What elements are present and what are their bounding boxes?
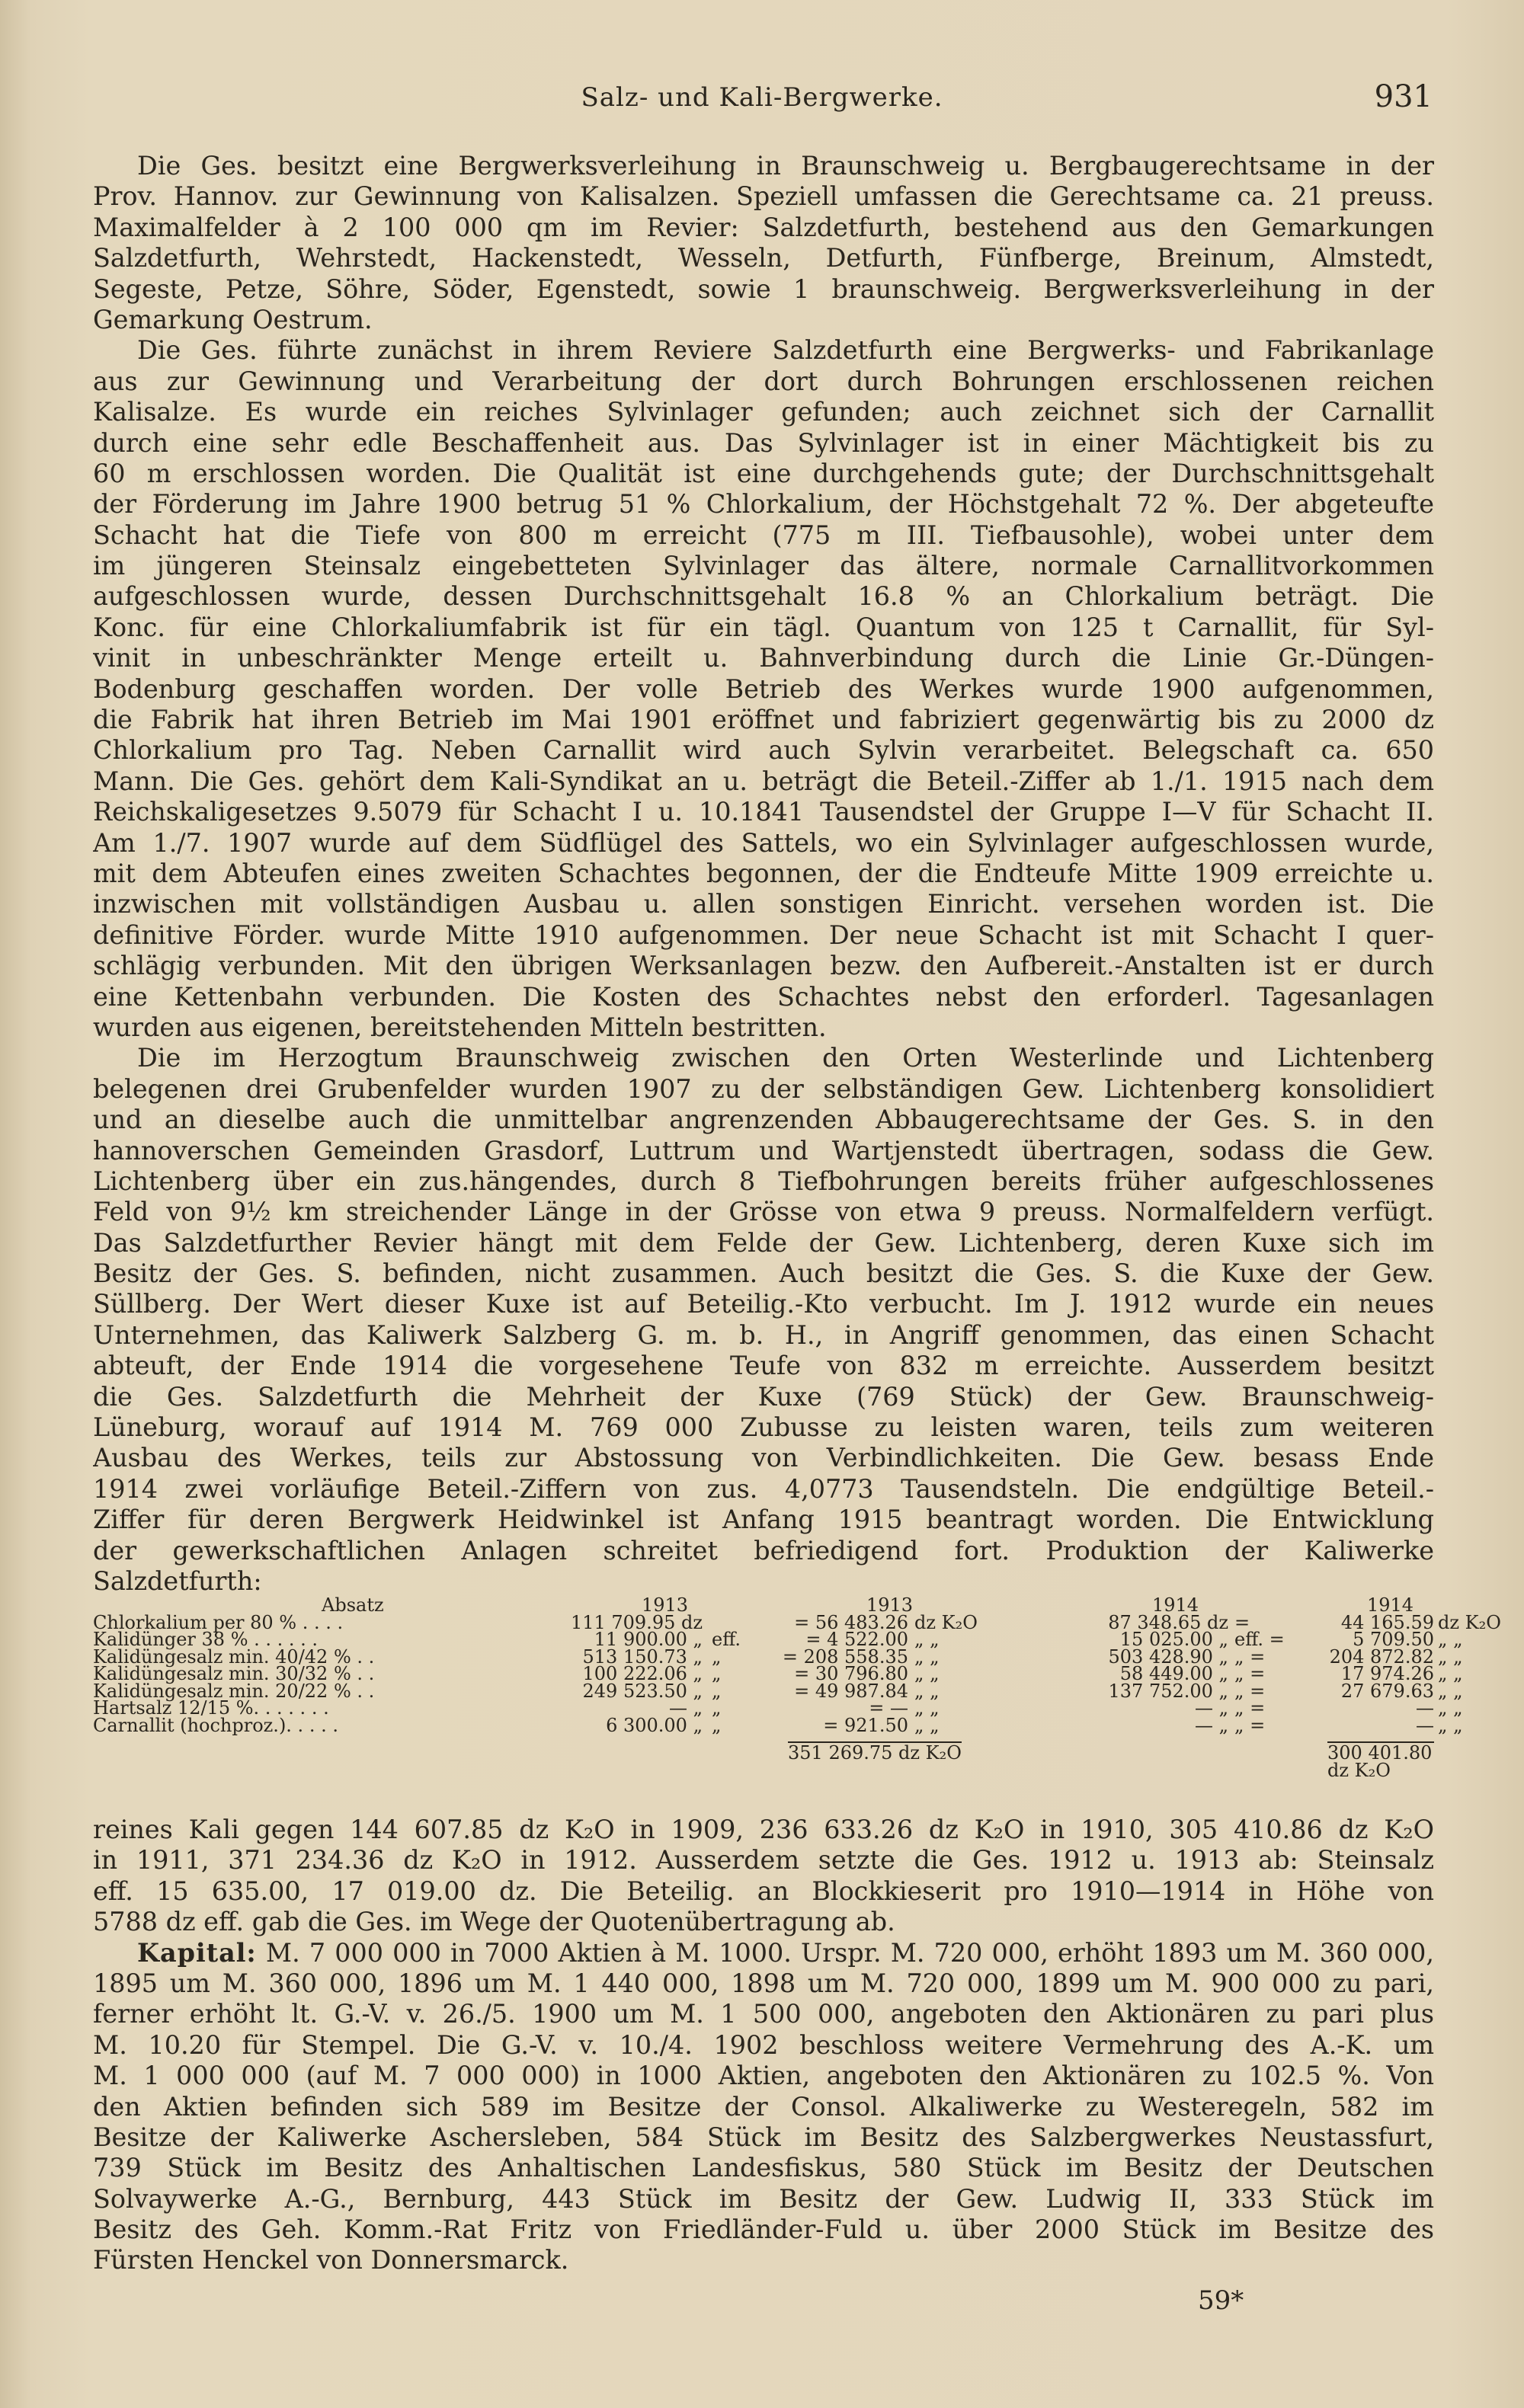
table-cell-label: Kalidünger 38 % . . . . . . [93, 1629, 319, 1650]
table-cell-a: 249 523.50 „ [582, 1680, 703, 1702]
table-cell-a: 111 709.95 dz [570, 1611, 703, 1633]
table-cell-b: = 208 558.35 [782, 1645, 908, 1668]
text-line: Ziffer für deren Bergwerk Heidwinkel ist Anfang 1915 beantragt worden. Die Entwicklung [93, 1505, 1434, 1535]
text-line: Die Ges. besitzt eine Bergwerksverleihung in Braunschweig u. Bergbaugerechtsame in der [137, 151, 1434, 181]
text-line: Bodenburg geschaffen worden. Der volle Betrieb des Werkes wurde 1900 aufgenommen, [93, 673, 1434, 704]
text-line: Reichskaligesetzes 9.5079 für Schacht I u. 10.1841 Tausendstel der Gruppe I—V für Schacht II. [93, 797, 1434, 827]
table-cell-a: 513 150.73 „ [582, 1645, 703, 1668]
table-header-1913: 1913 [642, 1594, 689, 1616]
table-cell-a: 6 300.00 „ [606, 1714, 703, 1736]
table-cell-b: = 4 522.00 [805, 1629, 908, 1650]
text-line: Ausbau des Werkes, teils zur Abstossung von Verbindlichkeiten. Die Gew. besass Ende [93, 1443, 1434, 1473]
text-line: abteuft, der Ende 1914 die vorgesehene Teufe von 832 m erreichte. Ausserdem besitzt [93, 1351, 1434, 1381]
table-cell-c-eff: = [1234, 1611, 1250, 1633]
running-title: Salz- und Kali-Bergwerke. [581, 82, 943, 113]
kapital-first-line [93, 1938, 1434, 1968]
signature-mark: 59* [1198, 2285, 1244, 2316]
table-cell-label: Kalidüngesalz min. 40/42 % . . [93, 1645, 375, 1668]
text-line: Feld von 9½ km streichender Länge in der Grösse von etwa 9 preuss. Normalfeldern verfügt. [93, 1197, 1434, 1227]
text-line: 739 Stück im Besitz des Anhaltischen Landesfiskus, 580 Stück im Besitz der Deutschen [93, 2153, 1434, 2183]
text-line: in 1911, 371 234.36 dz K₂O in 1912. Ausserdem setzte die Ges. 1912 u. 1913 ab: Steinsalz [93, 1845, 1434, 1876]
table-cell-c-eff: „ = [1234, 1714, 1266, 1736]
table-cell-b: = 56 483.26 [794, 1611, 908, 1633]
text-line: aufgeschlossen wurde, dessen Durchschnittsgehalt 16.8 % an Chlorkalium beträgt. Die [93, 581, 1434, 612]
table-header-1913-k2o: 1913 [866, 1594, 914, 1616]
table-cell-b-unit: „ „ [914, 1645, 940, 1668]
table-cell-b-unit: „ „ [914, 1697, 940, 1719]
text-line: der Förderung im Jahre 1900 betrug 51 % Chlorkalium, der Höchstgehalt 72 %. Der abgeteufte [93, 489, 1434, 520]
text-line: Besitze der Kaliwerke Aschersleben, 584 Stück im Besitz des Salzbergwerkes Neustassfurt, [93, 2122, 1434, 2152]
total-1914: 300 401.80 dz K₂O [1327, 1741, 1434, 1779]
table-cell-label: Chlorkalium per 80 % . . . . [93, 1611, 344, 1633]
table-row [93, 1714, 1463, 1736]
text-line: definitive Förder. wurde Mitte 1910 aufgenommen. Der neue Schacht ist mit Schacht I quer- [93, 919, 1434, 950]
text-line: Lichtenberg über ein zus.hängendes, durch 8 Tiefbohrungen bereits früher aufgeschlossenes [93, 1166, 1434, 1196]
text-line: aus zur Gewinnung und Verarbeitung der dort durch Bohrungen erschlossenen reichen [93, 366, 1434, 396]
text-line: Am 1./7. 1907 wurde auf dem Südflügel des Sattels, wo ein Sylvinlager aufgeschlossen wurde, [93, 827, 1434, 858]
table-cell-c: 15 025.00 „ [1119, 1629, 1228, 1650]
text-line: 60 m erschlossen worden. Die Qualität ist eine durchgehends gute; der Durchschnittsgehalt [93, 458, 1434, 488]
table-cell-label: Hartsalz 12/15 %. . . . . . . [93, 1697, 329, 1719]
text-line: Chlorkalium pro Tag. Neben Carnallit wird auch Sylvin verarbeitet. Belegschaft ca. 650 [93, 735, 1434, 766]
table-cell-label: Kalidüngesalz min. 20/22 % . . [93, 1680, 375, 1702]
table-cell-c-eff: „ = [1234, 1663, 1266, 1684]
document-body [93, 151, 1434, 1597]
table-cell-d: — [1416, 1714, 1434, 1736]
table-cell-d: 44 165.59 [1340, 1611, 1434, 1633]
text-line: Prov. Hannov. zur Gewinnung von Kalisalzen. Speziell umfassen die Gerechtsame ca. 21 preuss. [93, 181, 1434, 212]
paragraph [93, 335, 1434, 1043]
text-line: belegenen drei Grubenfelder wurden 1907 zu der selbständigen Gew. Lichtenberg konsolidiert [93, 1073, 1434, 1104]
text-line: Solvaywerke A.-G., Bernburg, 443 Stück im Besitz der Gew. Ludwig II, 333 Stück im [93, 2183, 1434, 2214]
page-header [91, 79, 1433, 120]
text-line: 5788 dz eff. gab die Ges. im Wege der Quotenübertragung ab. [93, 1907, 895, 1937]
after-table-text [93, 1815, 1434, 2276]
table-cell-b: = 921.50 [823, 1714, 908, 1736]
text-line: und an dieselbe auch die unmittelbar angrenzenden Abbaugerechtsame der Ges. S. in den [93, 1105, 1434, 1135]
text-line: Gemarkung Oestrum. [93, 304, 373, 334]
page-number: 931 [1374, 79, 1433, 114]
text-line: Salzdetfurth, Wehrstedt, Hackenstedt, Wesseln, Detfurth, Fünfberge, Breinum, Almstedt, [93, 243, 1434, 273]
text-line: eff. 15 635.00, 17 019.00 dz. Die Beteilig. an Blockkieserit pro 1910—1914 in Höhe von [93, 1876, 1434, 1906]
text-line: der gewerkschaftlichen Anlagen schreitet befriedigend fort. Produktion der Kaliwerke [93, 1535, 1434, 1565]
text-line: inzwischen mit vollständigen Ausbau u. allen sonstigen Einricht. versehen worden ist. Die [93, 889, 1434, 919]
table-cell-d-unit: „ „ [1438, 1663, 1463, 1684]
table-cell-c-eff: „ = [1234, 1645, 1266, 1668]
table-cell-c: 503 428.90 „ [1108, 1645, 1228, 1668]
text-line: Unternehmen, das Kaliwerk Salzberg G. m. b. H., in Angriff genommen, das einen Schacht [93, 1319, 1434, 1350]
table-body [93, 1611, 1501, 1736]
table-cell-b-unit: „ „ [914, 1629, 940, 1650]
table-cell-a: — „ [668, 1697, 703, 1719]
text-line: schlägig verbunden. Mit den übrigen Werksanlagen bezw. den Aufbereit.-Anstalten ist er durch [93, 951, 1434, 981]
table-cell-label: Carnallit (hochproz.). . . . . [93, 1714, 338, 1736]
table-header-1914-k2o: 1914 [1367, 1594, 1414, 1616]
text-line: Lüneburg, worauf auf 1914 M. 769 000 Zubusse zu leisten waren, teils zum weiteren [93, 1412, 1434, 1443]
table-header-absatz: Absatz [322, 1594, 384, 1616]
text-line: reines Kali gegen 144 607.85 dz K₂O in 1909, 236 633.26 dz K₂O in 1910, 305 410.86 dz K₂O [93, 1815, 1434, 1844]
table-cell-a: 100 222.06 „ [582, 1663, 703, 1684]
table-cell-c-eff: „ = [1234, 1697, 1266, 1719]
table-cell-d-unit: „ „ [1438, 1629, 1463, 1650]
after-table-lines [93, 1815, 1434, 1938]
text-line: wurden aus eigenen, bereitstehenden Mitteln bestritten. [93, 1012, 827, 1042]
table-cell-b-unit: „ „ [914, 1714, 940, 1736]
table-cell-d: 27 679.63 [1340, 1680, 1434, 1702]
text-line: ferner erhöht lt. G.-V. v. 26./5. 1900 um M. 1 500 000, angeboten den Aktionären zu pari plus [93, 1999, 1434, 2029]
table-cell-c-eff: „ = [1234, 1680, 1266, 1702]
text-line: Das Salzdetfurther Revier hängt mit dem Felde der Gew. Lichtenberg, deren Kuxe sich im [93, 1227, 1434, 1258]
text-line: Fürsten Henckel von Donnersmarck. [93, 2245, 569, 2275]
paragraph [93, 151, 1434, 335]
table-cell-c: 137 752.00 „ [1108, 1680, 1228, 1702]
table-cell-d-unit: „ „ [1438, 1697, 1463, 1719]
kapital-first-text: M. 7 000 000 in 7000 Aktien à M. 1000. Urspr. M. 720 000, erhöht 1893 um M. 360 000, [265, 1937, 1434, 1968]
text-line: Die im Herzogtum Braunschweig zwischen den Orten Westerlinde und Lichtenberg [137, 1043, 1434, 1073]
text-line: hannoverschen Gemeinden Grasdorf, Luttrum und Wartjenstedt übertragen, sodass die Gew. [93, 1135, 1434, 1166]
table-cell-d-unit: „ „ [1438, 1645, 1463, 1668]
text-line: M. 1 000 000 (auf M. 7 000 000) in 1000 Aktien, angeboten den Aktionären zu 102.5 %. Von [93, 2061, 1434, 2091]
text-line: Segeste, Petze, Söhre, Söder, Egenstedt, sowie 1 braunschweig. Bergwerksverleihung in der [93, 273, 1434, 304]
table-cell-d-unit: dz K₂O [1438, 1611, 1501, 1633]
text-line: die Fabrik hat ihren Betrieb im Mai 1901 eröffnet und fabriziert gegenwärtig bis zu 2000 dz [93, 705, 1434, 735]
table-cell-c-eff: eff. = [1234, 1629, 1285, 1650]
table-cell-a-eff: „ [712, 1697, 722, 1719]
table-cell-a: 11 900.00 „ [594, 1629, 703, 1650]
text-line: Salzdetfurth: [93, 1565, 262, 1596]
table-cell-b-unit: „ „ [914, 1680, 940, 1702]
table-cell-a-eff: „ [712, 1680, 722, 1702]
table-cell-d-unit: „ „ [1438, 1714, 1463, 1736]
text-line: Schacht hat die Tiefe von 800 m erreicht (775 m III. Tiefbausohle), wobei unter dem [93, 520, 1434, 550]
table-header-1914: 1914 [1152, 1594, 1199, 1616]
text-line: M. 10.20 für Stempel. Die G.-V. v. 10./4. 1902 beschloss weitere Vermehrung des A.-K. um [93, 2029, 1434, 2060]
table-cell-d-unit: „ „ [1438, 1680, 1463, 1702]
table-cell-d: 17 974.26 [1340, 1663, 1434, 1684]
table-cell-b: = 30 796.80 [794, 1663, 908, 1684]
table-totals-row [93, 1738, 1434, 1781]
kapital-section [93, 1938, 1434, 2276]
table-cell-c: — „ [1194, 1714, 1228, 1736]
text-line: Mann. Die Ges. gehört dem Kali-Syndikat an u. beträgt die Beteil.-Ziffer ab 1./1. 1915 nach dem [93, 766, 1434, 796]
table-cell-a-eff: „ [712, 1645, 722, 1668]
text-line: Maximalfelder à 2 100 000 qm im Revier: Salzdetfurth, bestehend aus den Gemarkungen [93, 212, 1434, 242]
table-cell-c: 58 449.00 „ [1119, 1663, 1228, 1684]
table-cell-b-unit: dz K₂O [914, 1611, 978, 1633]
text-line: Die Ges. führte zunächst in ihrem Reviere Salzdetfurth eine Bergwerks- und Fabrikanlage [137, 335, 1434, 366]
paragraph [93, 1043, 1434, 1597]
table-cell-c: 87 348.65 dz [1108, 1611, 1228, 1633]
text-line: den Aktien befinden sich 589 im Besitze der Consol. Alkaliwerke zu Westeregeln, 582 im [93, 2091, 1434, 2122]
table-cell-d: — [1416, 1697, 1434, 1719]
table-cell-b: = 49 987.84 [794, 1680, 908, 1702]
text-line: eine Kettenbahn verbunden. Die Kosten des Schachtes nebst den erforderl. Tagesanlagen [93, 981, 1434, 1012]
paragraphs [93, 151, 1434, 1597]
text-line: 1895 um M. 360 000, 1896 um M. 1 440 000, 1898 um M. 720 000, 1899 um M. 900 000 zu pari, [93, 1968, 1434, 1998]
kapital-label: Kapital: [137, 1937, 257, 1968]
production-table [93, 1594, 1501, 1825]
table-cell-b-unit: „ „ [914, 1663, 940, 1684]
text-line: Kalisalze. Es wurde ein reiches Sylvinlager gefunden; auch zeichnet sich der Carnallit [93, 397, 1434, 427]
text-line: mit dem Abteufen eines zweiten Schachtes begonnen, der die Endteufe Mitte 1909 erreichte u. [93, 858, 1434, 888]
table-cell-a-eff: „ [712, 1714, 722, 1736]
table-cell-a-eff: eff. [712, 1629, 741, 1650]
total-1913: 351 269.75 dz K₂O [788, 1742, 962, 1764]
text-line: die Ges. Salzdetfurth die Mehrheit der Kuxe (769 Stück) der Gew. Braunschweig- [93, 1381, 1434, 1412]
text-line: Besitz der Ges. S. befinden, nicht zusammen. Auch besitzt die Ges. S. die Kuxe der Gew. [93, 1258, 1434, 1289]
table-cell-a-eff: „ [712, 1663, 722, 1684]
text-line: 1914 zwei vorläufige Beteil.-Ziffern von zus. 4,0773 Tausendsteln. Die endgültige Beteil.- [93, 1473, 1434, 1504]
table-cell-b: = — [869, 1697, 908, 1719]
table-cell-label: Kalidüngesalz min. 30/32 % . . [93, 1663, 375, 1684]
text-line: vinit in unbeschränkter Menge erteilt u. Bahnverbindung durch die Linie Gr.-Düngen- [93, 643, 1434, 673]
text-line: Besitz des Geh. Komm.-Rat Fritz von Friedländer-Fuld u. über 2000 Stück im Besitze des [93, 2215, 1434, 2245]
text-line: Konc. für eine Chlorkaliumfabrik ist für ein tägl. Quantum von 125 t Carnallit, für Syl- [93, 612, 1434, 642]
table-cell-d: 204 872.82 [1329, 1645, 1434, 1668]
text-line: im jüngeren Steinsalz eingebetteten Sylvinlager das ältere, normale Carnallitvorkommen [93, 551, 1434, 581]
text-line: durch eine sehr edle Beschaffenheit aus. Das Sylvinlager ist in einer Mächtigkeit bis zu [93, 427, 1434, 458]
text-line: Süllberg. Der Wert dieser Kuxe ist auf Beteilig.-Kto verbucht. Im J. 1912 wurde ein neues [93, 1289, 1434, 1319]
table-cell-c: — „ [1194, 1697, 1228, 1719]
table-cell-d: 5 709.50 [1353, 1629, 1434, 1650]
